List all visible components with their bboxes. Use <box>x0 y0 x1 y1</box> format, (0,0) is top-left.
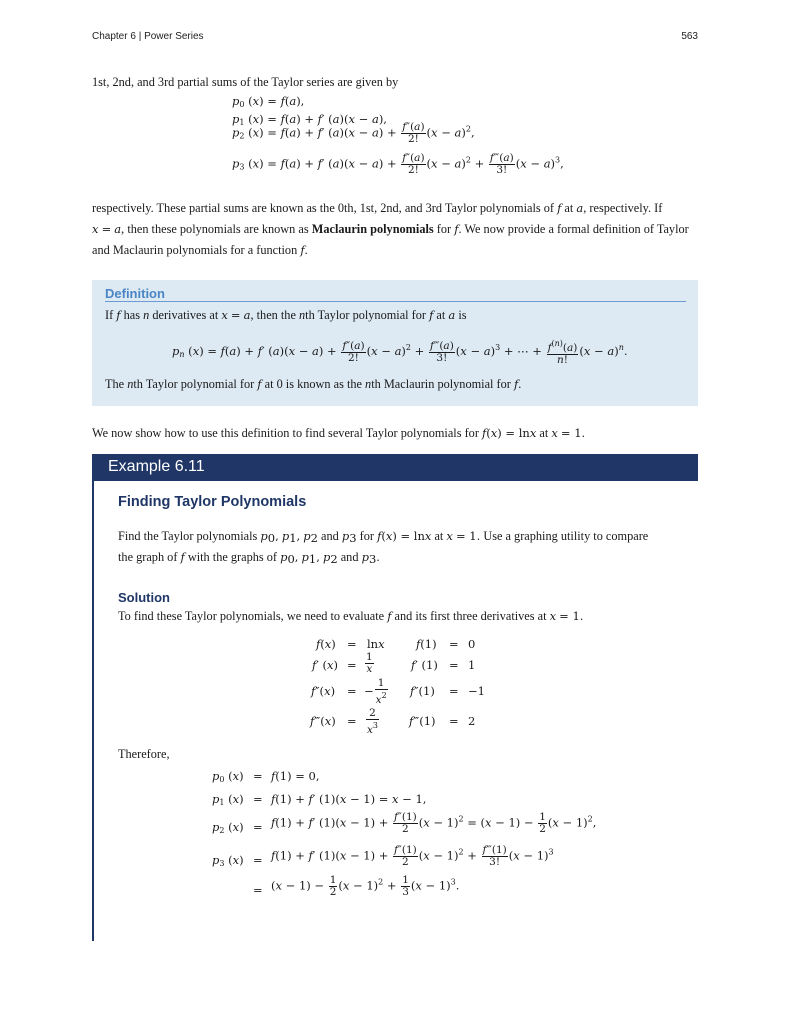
page-number: 563 <box>681 31 698 42</box>
therefore-text: Therefore, <box>118 747 170 761</box>
result-p1: $p_1$ (x) = f(1) + f′ (1)(x − 1) = x − 1, <box>212 792 427 807</box>
result-p3: $p_3$ (x) = f(1) + f′ (1)(x − 1) + $\frac{f''(1)}{2}$ $(x - 1)^2$ + $\frac{f‴(1)}{3!}$ $(x - 1)^3$ <box>212 844 554 868</box>
respectively-paragraph: respectively. These partial sums are known as the 0th, 1st, 2nd, and 3rd Taylor polynomials of f at a, respectively. If x = a, then these polynomials are known as Maclaurin polynomials for f. We now provide a formal definition of Taylor and Maclaurin polynomials for a function f. <box>92 201 689 257</box>
chapter-header: Chapter 6 | Power Series <box>92 31 204 42</box>
intro-text: 1st, 2nd, and 3rd partial sums of the Taylor series are given by <box>92 75 399 89</box>
equation-p1: $p_1$ (x) = f(a) + f′ (a)(x − a), <box>232 112 387 127</box>
equation-p2: $p_2$ (x) = f(a) + f′ (a)(x − a) + $\frac{f''(a)}{2!}$ $(x - a)^2$, <box>232 121 475 145</box>
solution-heading: Solution <box>118 590 170 605</box>
maclaurin-term: Maclaurin polynomials <box>311 222 434 236</box>
definition-statement: If f has n derivatives at x = a, then the nth Taylor polynomial for f at a is <box>105 308 467 322</box>
example-problem-line2: the graph of f with the graphs of $p_0$, $p_1$, $p_2$ and $p_3$. <box>118 550 380 566</box>
result-p0: $p_0$ (x) = f(1) = 0, <box>212 769 320 784</box>
definition-divider <box>105 301 686 302</box>
example-label: Example 6.11 <box>108 458 205 475</box>
derivative-row: f(x) = lnx f(1) = 0 <box>316 637 476 651</box>
definition-maclaurin: The nth Taylor polynomial for f at 0 is known as the nth Maclaurin polynomial for f. <box>105 377 522 391</box>
result-p3-simplified: = (x − 1) − $\frac{1}{2}$ $(x - 1)^2$ + $\frac{1}{3}$ $(x - 1)^3$. <box>253 874 460 898</box>
example-subtitle: Finding Taylor Polynomials <box>118 494 307 510</box>
definition-formula: $p_n$ (x) = f(a) + f′ (a)(x − a) + $\frac{f''(a)}{2!}$ $(x - a)^2$ + $\frac{f‴(a)}{3!}$ $(x - a)^3$ + ⋯ + $\frac{f^{(n)}(a)}{n!}$ $(x - a)^n$. <box>172 339 628 366</box>
definition-title: Definition <box>105 286 165 301</box>
derivative-row: f′ (x) = $\frac{1}{x}$ f′ (1) = 1 <box>312 651 476 675</box>
definition-box <box>92 280 698 406</box>
equation-p3: $p_3$ (x) = f(a) + f′ (a)(x − a) + $\frac{f''(a)}{2!}$ $(x - a)^2$ + $\frac{f‴(a)}{3!}$ $(x - a)^3$, <box>232 152 564 176</box>
derivative-row: f‴(x) = $\frac{2}{x^3}$ f‴(1) = 2 <box>310 707 476 736</box>
example-problem-line1: Find the Taylor polynomials $p_0$, $p_1$, $p_2$ and $p_3$ for f(x) = lnx at x = 1. Use a graphing utility to compare <box>118 529 649 545</box>
solution-text: To find these Taylor polynomials, we need to evaluate f and its first three derivatives at x = 1. <box>118 609 584 623</box>
derivative-row: f″(x) = − $\frac{1}{x^2}$ f″(1) = −1 <box>311 677 485 706</box>
transition-text: We now show how to use this definition to find several Taylor polynomials for f(x) = lnx at x = 1. <box>92 426 586 440</box>
equation-p0: $p_0$ (x) = f(a), <box>232 94 305 109</box>
result-p2: $p_2$ (x) = f(1) + f′ (1)(x − 1) + $\frac{f''(1)}{2}$ $(x - 1)^2 = (x - 1)$ − $\frac{1}{2}$ $(x - 1)^2$, <box>212 811 597 835</box>
example-header <box>92 454 698 481</box>
